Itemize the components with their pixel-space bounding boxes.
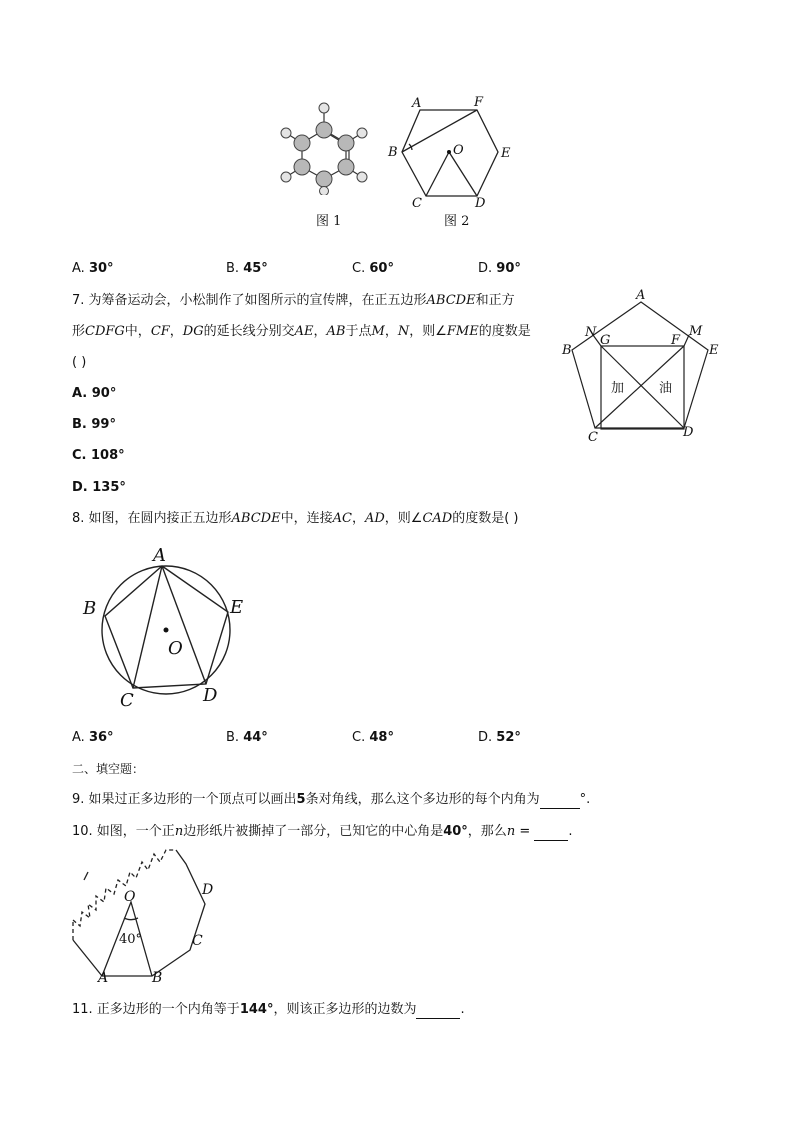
fig2-label-A: A — [412, 96, 422, 111]
q7-option-d[interactable]: D. 135° — [72, 480, 126, 495]
fig2-label-O: O — [453, 143, 464, 158]
q10-label-B: B — [152, 970, 163, 986]
q7-label-F: F — [671, 333, 681, 348]
fig2-label-E: E — [501, 146, 511, 161]
q8-option-b[interactable]: B. 44° — [226, 730, 268, 745]
q7-option-b[interactable]: B. 99° — [72, 417, 116, 432]
q7-label-A: A — [636, 288, 646, 303]
q8-label-A: A — [153, 545, 166, 566]
q10-answer-blank[interactable] — [534, 822, 568, 841]
q7-label-jia: 加 — [611, 381, 625, 396]
q7-label-B: B — [562, 343, 572, 358]
fig2-label-F: F — [474, 95, 484, 110]
fig2-label-D: D — [475, 196, 486, 211]
q10-figure-torn-polygon — [66, 844, 226, 986]
q10-label-angle: 40° — [119, 932, 143, 947]
q6-option-d[interactable]: D. 90° — [478, 261, 521, 276]
q7-line-2: 形CDFG中，CF，DG的延长线分别交AE，AB于点M，N，则∠FME的度数是 — [72, 324, 531, 339]
figure-2-caption: 图 2 — [444, 214, 470, 229]
q8-option-d[interactable]: D. 52° — [478, 730, 521, 745]
q7-label-C: C — [588, 430, 598, 445]
q8-figure-inscribed-pentagon — [78, 542, 258, 712]
q10-label-A: A — [98, 970, 109, 986]
q10-question: 10. 如图，一个正n边形纸片被撕掉了一部分，已知它的中心角是40°，那么n = . — [72, 824, 573, 839]
q8-label-B: B — [83, 598, 97, 619]
figure-1-molecule — [270, 95, 380, 195]
q7-option-c[interactable]: C. 108° — [72, 448, 125, 463]
q10-label-D: D — [202, 882, 214, 898]
q11-question: 11. 正多边形的一个内角等于144°，则该正多边形的边数为 . — [72, 1002, 465, 1017]
q8-question: 8. 如图，在圆内接正五边形ABCDE中，连接AC，AD，则∠CAD的度数是( ) — [72, 511, 519, 526]
q7-label-D: D — [683, 425, 694, 440]
q8-option-a[interactable]: A. 36° — [72, 730, 114, 745]
section-2-heading: 二、填空题： — [72, 762, 145, 776]
figure-1-caption: 图 1 — [316, 214, 342, 229]
q7-label-N: N — [585, 325, 597, 340]
q9-question: 9. 如果过正多边形的一个顶点可以画出5条对角线，那么这个多边形的每个内角为 °. — [72, 792, 591, 807]
q11-answer-blank[interactable] — [416, 1000, 460, 1019]
fig2-label-B: B — [388, 145, 398, 160]
q7-line-1: 7. 为筹备运动会，小松制作了如图所示的宣传牌，在正五边形ABCDE和正方 — [72, 293, 515, 308]
q8-label-D: D — [203, 685, 218, 706]
q10-label-C: C — [192, 933, 203, 949]
q7-label-M: M — [689, 324, 703, 339]
q10-label-O: O — [124, 889, 136, 905]
q6-option-c[interactable]: C. 60° — [352, 261, 394, 276]
q8-label-O: O — [168, 638, 183, 659]
q6-option-a[interactable]: A. 30° — [72, 261, 114, 276]
q7-label-E: E — [709, 343, 719, 358]
figure-2-hexagon — [380, 92, 520, 214]
q8-label-E: E — [230, 597, 244, 618]
q7-figure-pentagon-square — [555, 288, 730, 446]
fig2-label-C: C — [412, 196, 422, 211]
q8-label-C: C — [120, 690, 134, 711]
q7-label-you: 油 — [659, 381, 673, 396]
q6-option-b[interactable]: B. 45° — [226, 261, 268, 276]
q9-answer-blank[interactable] — [540, 790, 580, 809]
q7-option-a[interactable]: A. 90° — [72, 386, 117, 401]
q7-answer-paren: ( ) — [72, 355, 87, 370]
q7-label-G: G — [600, 333, 611, 348]
q8-option-c[interactable]: C. 48° — [352, 730, 394, 745]
